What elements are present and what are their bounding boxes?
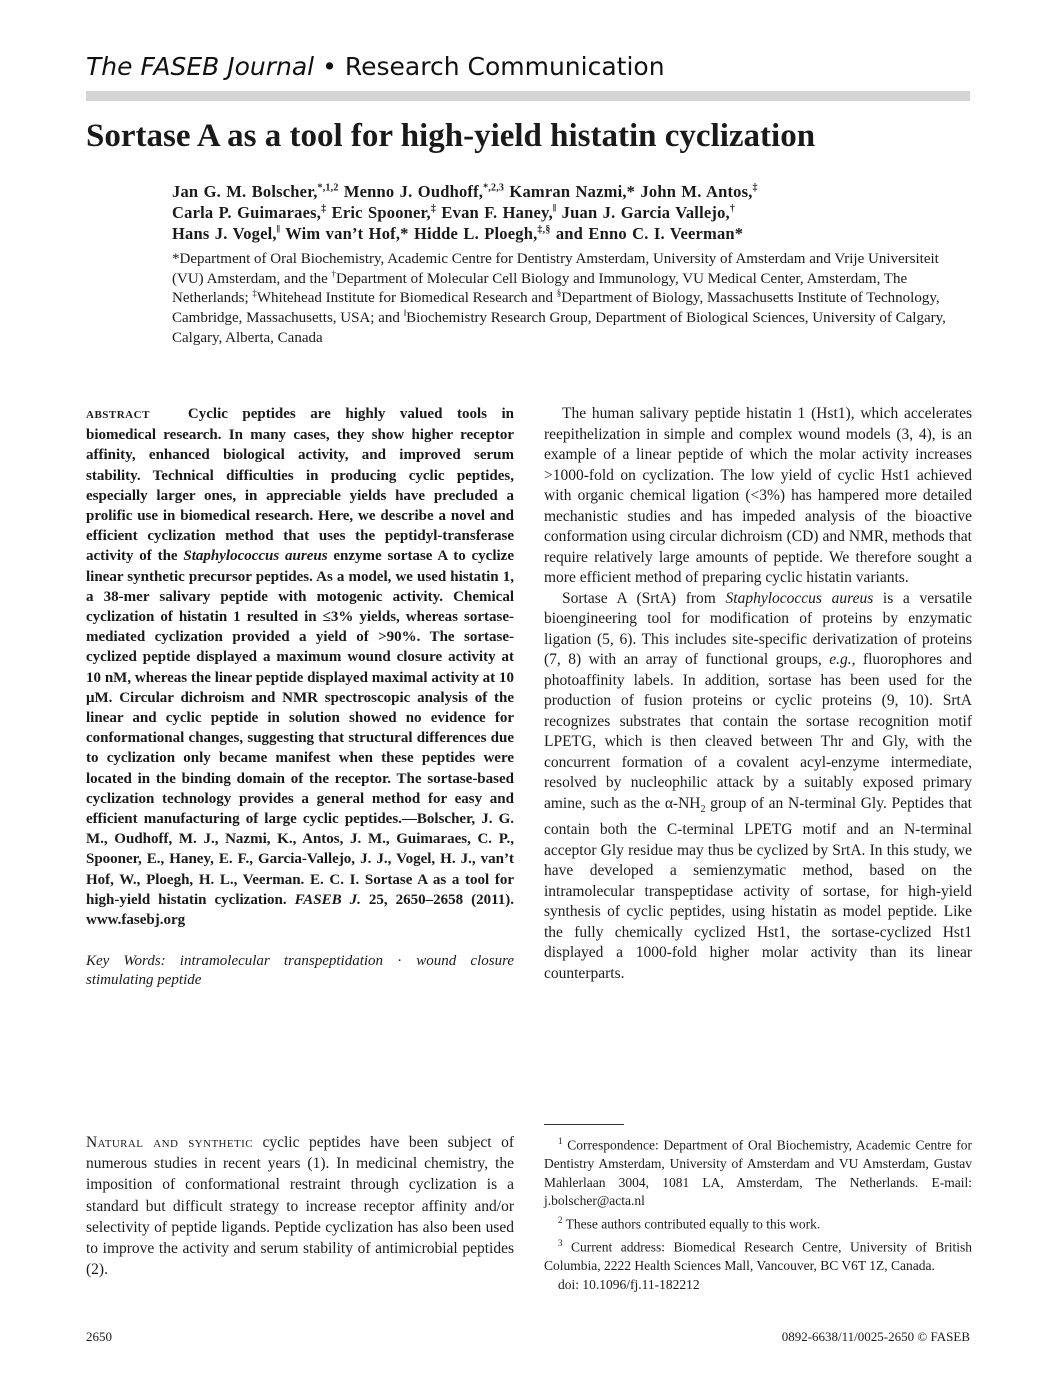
affiliation-text: Biochemistry Research Group, Department of Biological Sciences, University of Calgary, Calgary, Alberta, Canada bbox=[172, 310, 946, 346]
footnotes bbox=[544, 1132, 972, 1294]
abstract-text: Cyclic peptides are highly valued tools in biomedical research. In many cases, they show higher receptor affinity, enhanced biological activity, and improved serum stability. Technical difficulties in producing cyclic peptides, especially larger ones, in appreciable yields have precluded a prolific use in biomedical research. Here, we describe a novel and efficient cyclization method that uses the peptidyl-transferase activity of the bbox=[86, 406, 514, 565]
affiliations bbox=[172, 250, 972, 349]
affiliation-text: Department of Molecular Cell Biology and Immunology, VU Medical Center, Amsterdam, The Netherlands; bbox=[172, 270, 908, 307]
keyword-separator: · bbox=[383, 953, 417, 970]
paragraph-text: , fluorophores and photoaffinity labels. In addition, sortase has been used for the production of fusion proteins or cyclic proteins (9, 10). SrtA recognizes substrates that contain the sortase recognition motif LPETG, which is then cleaved between Thr and Gly, with the concurrent formation of a covalent acyl-enzyme intermediate, resolved by nucleophilic attack by a suitably exposed primary amine, such as the α-NH bbox=[544, 651, 972, 812]
paragraph-text: cyclic peptides have been subject of numerous studies in recent years (1). In medicinal chemistry, the imposition of conformational restraint through cyclization is a standard but difficult strategy to increase receptor affinity and/or selectivity of peptide ligands. Peptide cyclization has also been used to improve the activity and serum stability of antimicrobial peptides (2). bbox=[86, 1134, 515, 1279]
article-type: Research Communication bbox=[344, 52, 665, 81]
affiliation-mark: ‖ bbox=[403, 308, 407, 319]
abstract-text: enzyme sortase A to cyclize linear synthetic precursor peptides. As a model, we used histatin 1, a 38-mer salivary peptide with motogenic activity. Chemical cyclization of histatin 1 resulted in ≤3% yields, whereas sortase-mediated cyclization provided a yield of >90%. The sortase-cyclized peptide displayed a maximum wound closure activity at 10 nM, whereas the linear peptide displayed maximal activity at 10 μM. Circular dichroism and NMR spectroscopic analysis of the linear and cyclic peptide in solution showed no evidence for conformational changes, suggesting that structural differences due to cyclization only became manifest when these peptides were located in the binding domain of the receptor. The sortase-based cyclization technology provides a general method for easy and efficient manufacturing of large cyclic peptides.—Bolscher, J. G. M., Oudhoff, M. J., Nazmi, K., Antos, J. M., Guimaraes, C. P., Spooner, E., Haney, E. F., Garcia-Vallejo, J. J., Vogel, H. J., van’t Hof, W., Ploegh, H. L., Veerman. E. C. I. Sortase A as a tool for high-yield histatin cyclization. bbox=[86, 548, 514, 908]
author-mark: ‖ bbox=[552, 203, 557, 215]
right-column bbox=[544, 404, 972, 984]
paragraph-text: is a versatile bioengineering tool for modification of proteins by enzymatic ligation (5, 6). This includes site-specific derivatization of proteins (7, 8) with an array of functional groups, bbox=[544, 589, 972, 668]
footnote-rule bbox=[544, 1124, 624, 1125]
author: Menno J. Oudhoff, bbox=[338, 182, 484, 201]
author: and Enno C. I. Veerman* bbox=[550, 224, 744, 243]
paragraph-text: group of an N-terminal Gly. Peptides that contain both the C-terminal LPETG motif and an N-terminal acceptor Gly residue may thus be cyclized by SrtA. In this study, we have developed a semienzymatic method, based on the intramolecular transpeptidase activity of sortase, for high-yield synthesis of cyclic peptides, using histatin as model peptide. Like the fully chemically cyclized Hst1, the sortase-cyclized Hst1 displayed a 1000-fold higher molar activity than its linear counterparts. bbox=[544, 794, 972, 982]
key-words bbox=[86, 952, 514, 990]
running-header bbox=[86, 52, 665, 81]
abstract-label: ABSTRACT bbox=[86, 409, 150, 421]
author-mark: *,1,2 bbox=[317, 182, 339, 194]
author-mark: ‡ bbox=[430, 203, 437, 215]
author: Kamran Nazmi,* John M. Antos, bbox=[504, 182, 753, 201]
author-mark: *,2,3 bbox=[483, 182, 505, 194]
author: Hans J. Vogel, bbox=[172, 224, 277, 243]
footnote-text: Current address: Biomedical Research Centre, University of British Columbia, 2222 Health Sciences Mall, Vancouver, BC V6T 1Z, Canada. bbox=[544, 1239, 972, 1274]
journal-abbrev: FASEB J. bbox=[294, 891, 361, 908]
affiliation-text: *Department of Oral Biochemistry, Academic Centre for Dentistry Amsterdam, University of Amsterdam and Vrije Universiteit (VU) Amsterdam, and the bbox=[172, 251, 939, 287]
footnote bbox=[544, 1234, 972, 1276]
keyword: Key Words: intramolecular transpeptidation bbox=[86, 953, 384, 970]
author: Juan J. Garcia Vallejo, bbox=[556, 203, 730, 222]
author: Eric Spooner, bbox=[326, 203, 431, 222]
author-mark: ‖ bbox=[276, 224, 281, 236]
abstract-citation: 25, 2650–2658 (2011). www.fasebj.org bbox=[86, 891, 514, 929]
intro-paragraph bbox=[86, 1132, 514, 1280]
abstract bbox=[86, 404, 514, 930]
author-mark: ‡ bbox=[752, 182, 758, 194]
author-list bbox=[172, 181, 972, 244]
subscript: 2 bbox=[700, 803, 706, 815]
author: Carla P. Guimaraes, bbox=[172, 203, 322, 222]
header-separator: • bbox=[322, 52, 337, 81]
header-rule bbox=[86, 91, 970, 101]
footnote-text: These authors contributed equally to this work. bbox=[562, 1216, 821, 1232]
keyword: wound closure stimulating peptide bbox=[86, 953, 515, 989]
author: Evan F. Haney, bbox=[436, 203, 553, 222]
author-mark: † bbox=[729, 203, 736, 215]
lead-in: Natural and synthetic bbox=[86, 1134, 253, 1151]
footnote-mark: 2 bbox=[558, 1214, 563, 1225]
author-mark: ‡,§ bbox=[537, 224, 551, 236]
species-name: Staphylococcus aureus bbox=[725, 589, 874, 607]
affiliation-text: Whitehead Institute for Biomedical Research and bbox=[256, 290, 557, 307]
body-paragraph bbox=[544, 589, 972, 985]
affiliation-mark: † bbox=[331, 268, 337, 279]
author: Jan G. M. Bolscher, bbox=[172, 182, 318, 201]
paragraph-text: Sortase A (SrtA) from bbox=[562, 589, 726, 607]
species-name: Staphylococcus aureus bbox=[183, 548, 328, 565]
journal-name: The FASEB Journal bbox=[86, 52, 315, 81]
page-number: 2650 bbox=[86, 1329, 112, 1344]
author: Wim van’t Hof,* Hidde L. Ploegh, bbox=[280, 224, 538, 243]
footnote bbox=[544, 1132, 972, 1211]
footnote-mark: 1 bbox=[558, 1136, 563, 1146]
affiliation-mark: § bbox=[556, 288, 562, 299]
body-paragraph: The human salivary peptide histatin 1 (Hst1), which accelerates reepithelization in simple and complex wound models (3, 4), is an example of a linear peptide of which the molar activity increases >1000-fold on cyclization. The low yield of cyclic Hst1 achieved with organic chemical ligation (<3%) has hampered more detailed mechanistic studies and has impeded analysis of the bioactive conformation using circular dichroism (CD) and NMR, methods that require relatively large amounts of peptide. We therefore sought a more efficient method of preparing cyclic histatin variants. bbox=[544, 405, 972, 586]
issn-copyright: 0892-6638/11/0025-2650 © FASEB bbox=[781, 1329, 970, 1344]
footnote-text: Correspondence: Department of Oral Biochemistry, Academic Centre for Dentistry Amsterdam, University of Amsterdam and VU Amsterdam, Gustav Mahlerlaan 3004, 1081 LA, Amsterdam, The Netherlands. E-mail: j.bolscher@acta.nl bbox=[544, 1137, 972, 1209]
doi: doi: 10.1096/fj.11-182212 bbox=[558, 1276, 700, 1292]
left-column bbox=[86, 404, 514, 990]
affiliation-mark: ‡ bbox=[252, 288, 257, 299]
footnote bbox=[544, 1211, 972, 1234]
abbreviation: e.g. bbox=[829, 651, 852, 668]
footnote-mark: 3 bbox=[558, 1237, 563, 1248]
article-title: Sortase A as a tool for high-yield histatin cyclization bbox=[86, 118, 816, 154]
affiliation-text: Department of Biology, Massachusetts Institute of Technology, Cambridge, Massachusetts, USA; and bbox=[172, 290, 940, 327]
author-mark: ‡ bbox=[321, 203, 327, 215]
